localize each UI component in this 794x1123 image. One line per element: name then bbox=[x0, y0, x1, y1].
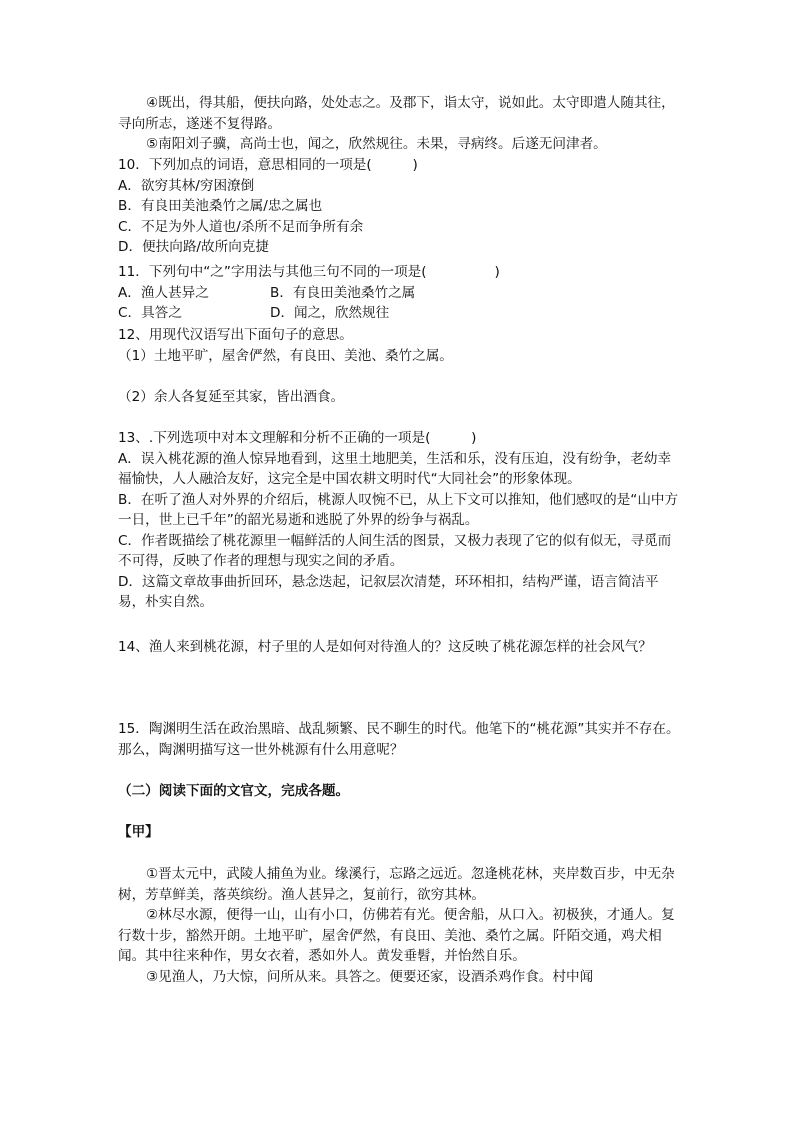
question-15-text: 15．陶渊明生活在政治黑暗、战乱频繁、民不聊生的时代。他笔下的“桃花源”其实并不存在。那么，陶渊明描写这一世外桃源有什么用意呢？ bbox=[118, 721, 680, 758]
passage-label-jia: 【甲】 bbox=[118, 824, 159, 840]
question-14 bbox=[118, 637, 684, 658]
question-14-text: 14、渔人来到桃花源，村子里的人是如何对待渔人的？这反映了桃花源怎样的社会风气？ bbox=[118, 639, 652, 655]
question-13-option-d: D．这篇文章故事曲折回环，悬念迭起，记叙层次清楚，环环相扣，结构严谨，语言简洁平易，朴实自然。 bbox=[118, 573, 659, 610]
paragraph-5: ⑤南阳刘子骥，高尚士也，闻之，欣然规往。未果，寻病终。后遂无问津者。 bbox=[146, 136, 607, 152]
question-11-option-a: A．渔人甚异之 bbox=[118, 284, 209, 301]
question-13-option-c: C．作者既描绘了桃花源里一幅鲜活的人间生活的图景，又极力表现了它的似有似无，寻觅而不可得，反映了作者的理想与现实之间的矛盾。 bbox=[118, 532, 672, 569]
question-10-option-c: C．不足为外人道也/杀所不足而争所有余 bbox=[118, 218, 364, 235]
section-2-heading: （二）阅读下面的文官文，完成各题。 bbox=[118, 783, 350, 799]
question-12-item-2: （2）余人各复延至其家，皆出酒食。 bbox=[118, 389, 345, 405]
question-10-option-d: D．便扶向路/故所向克捷 bbox=[118, 239, 269, 255]
passage-jia-paragraph-1: ①晋太元中，武陵人捕鱼为业。缘溪行，忘路之远近。忽逢桃花林，夹岸数百步，中无杂树，芳草鲜美，落英缤纷。渔人甚异之，复前行，欲穷其林。 bbox=[118, 866, 675, 903]
question-12-item-2-block bbox=[118, 387, 684, 408]
question-13-option-a: A．误入桃花源的渔人惊异地看到，这里土地肥美，生活和乐，没有压迫，没有纷争，老幼幸福愉快，人人融洽友好，这完全是中国农耕文明时代“大同社会”的形象体现。 bbox=[118, 450, 672, 487]
question-10-option-b: B．有良田美池桑竹之属/忠之属也 bbox=[118, 198, 323, 214]
passage-jia bbox=[118, 864, 684, 987]
question-11-option-c: C．具答之 bbox=[118, 305, 182, 321]
question-11-stem: 11．下列句中“之”字用法与其他三句不同的一项是( ) bbox=[118, 264, 500, 280]
question-10-stem: 10．下列加点的词语，意思相同的一项是( ) bbox=[118, 157, 418, 173]
question-11-options-row-1 bbox=[118, 283, 684, 304]
question-10 bbox=[118, 155, 684, 258]
question-12-stem: 12、用现代汉语写出下面句子的意思。 bbox=[118, 327, 353, 343]
question-11-option-b: B．有良田美池桑竹之属 bbox=[270, 284, 416, 301]
question-11-options-row-2 bbox=[118, 303, 684, 324]
paragraph-4: ④既出，得其船，便扶向路，处处志之。及郡下，诣太守，说如此。太守即遣人随其往，寻向所志，遂迷不复得路。 bbox=[118, 95, 675, 132]
question-15 bbox=[118, 719, 684, 760]
passage-continuation bbox=[118, 93, 684, 155]
question-13 bbox=[118, 428, 684, 613]
question-12-item-1: （1）土地平旷，屋舍俨然，有良田、美池、桑竹之属。 bbox=[118, 347, 453, 364]
question-11 bbox=[118, 262, 684, 324]
question-13-option-b: B．在听了渔人对外界的介绍后，桃源人叹惋不已，从上下文可以推知，他们感叹的是“山中方一日，世上已千年”的韶光易逝和逃脱了外界的纷争与祸乱。 bbox=[118, 491, 679, 528]
passage-jia-paragraph-2: ②林尽水源，便得一山，山有小口，仿佛若有光。便舍船，从口入。初极狭，才通人。复行数十步，豁然开朗。土地平旷，屋舍俨然，有良田、美池、桑竹之属。阡陌交通，鸡犬相闻。其中往来种作，男女衣着，悉如外人。黄发垂髫，并怡然自乐。 bbox=[118, 907, 675, 964]
question-11-option-d: D．闻之，欣然规往 bbox=[270, 305, 390, 321]
question-10-option-a: A．欲穷其林/穷困潦倒 bbox=[118, 177, 255, 194]
question-12 bbox=[118, 325, 684, 366]
passage-jia-paragraph-3: ③见渔人，乃大惊，问所从来。具答之。便要还家，设酒杀鸡作食。村中闻 bbox=[146, 968, 594, 985]
question-13-stem: 13、.下列选项中对本文理解和分析不正确的一项是( ) bbox=[118, 430, 477, 446]
